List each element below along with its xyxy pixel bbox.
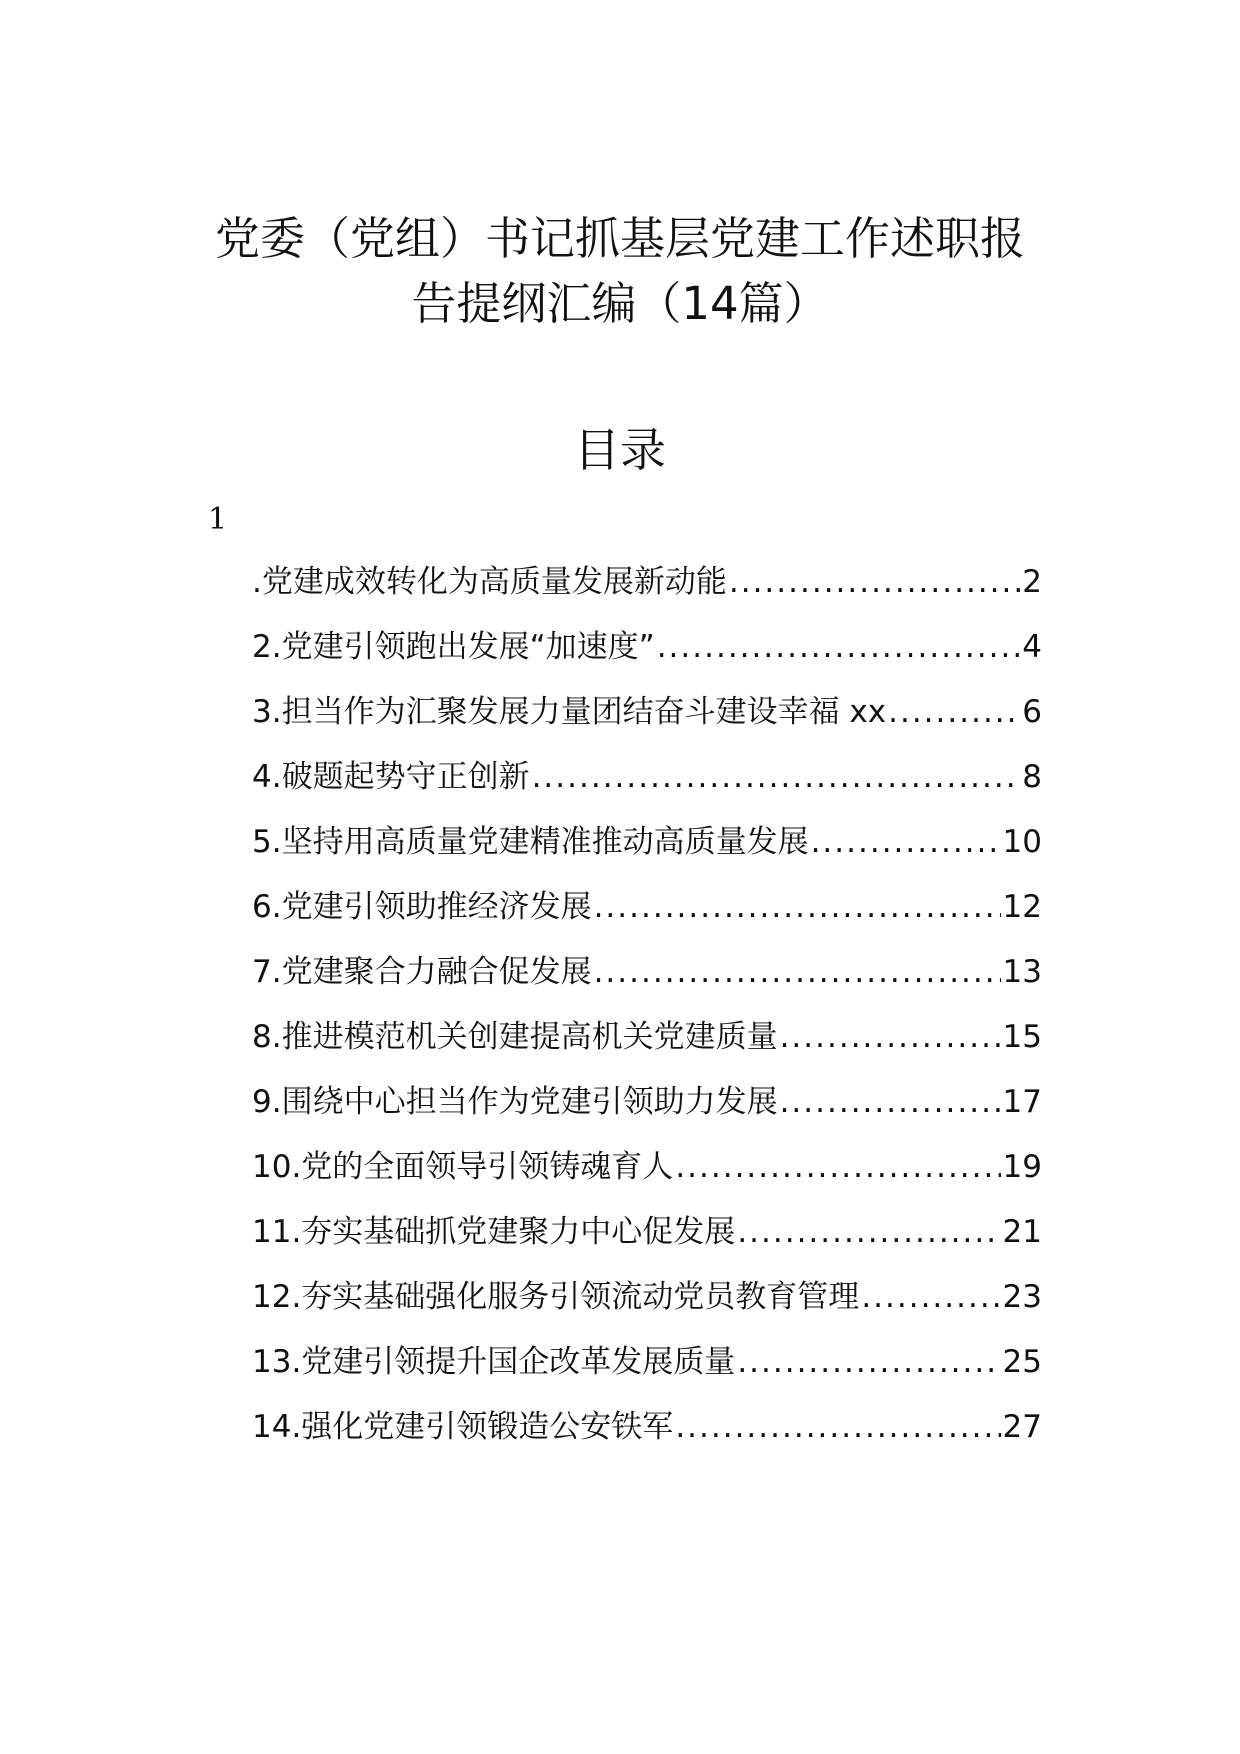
toc-entry-page: 2 [1022,564,1042,600]
toc-dot-leader [594,885,1001,929]
toc-entry-page: 21 [1002,1214,1042,1250]
toc-entry-title: 13.党建引领提升国企改革发展质量 [252,1344,736,1380]
table-of-contents [252,560,1042,1470]
toc-dot-leader [737,1340,1000,1384]
toc-entry[interactable] [252,1080,1042,1145]
toc-entry-title: 4.破题起势守正创新 [252,759,530,795]
toc-dot-leader [811,820,1001,864]
toc-entry-title: 12.夯实基础强化服务引领流动党员教育管理 [252,1279,860,1315]
toc-entry-page: 6 [1022,694,1042,730]
toc-entry-page: 8 [1022,759,1042,795]
toc-entry[interactable] [252,1340,1042,1405]
toc-dot-leader [594,950,1001,994]
toc-entry[interactable] [252,690,1042,755]
toc-entry[interactable] [252,625,1042,690]
toc-dot-leader [737,1210,1000,1254]
toc-entry-page: 13 [1002,954,1042,990]
toc-entry-title: 6.党建引领助推经济发展 [252,889,592,925]
toc-entry[interactable] [252,755,1042,820]
toc-entry[interactable] [252,1145,1042,1210]
toc-entry-title: 11.夯实基础抓党建聚力中心促发展 [252,1214,736,1250]
document-title-line-1: 党委（党组）书记抓基层党建工作述职报 [214,212,1025,265]
toc-entry-page: 23 [1002,1279,1042,1315]
toc-dot-leader [888,690,1020,734]
toc-dot-leader [532,755,1021,799]
toc-entry-title: 7.党建聚合力融合促发展 [252,954,592,990]
toc-dot-leader [657,625,1021,669]
toc-dot-leader [780,1080,1001,1124]
toc-entry-page: 27 [1002,1409,1042,1445]
toc-dot-leader [675,1405,1000,1449]
toc-entry[interactable] [252,950,1042,1015]
toc-entry[interactable] [252,1405,1042,1470]
toc-entry[interactable] [252,820,1042,885]
toc-entry-page: 25 [1002,1344,1042,1380]
toc-entry-title: 8.推进模范机关创建提高机关党建质量 [252,1019,778,1055]
toc-entry-title: 2.党建引领跑出发展“加速度” [252,629,655,665]
toc-entry-title: 10.党的全面领导引领铸魂育人 [252,1149,674,1185]
toc-entry-title: 14.强化党建引领锻造公安铁军 [252,1409,674,1445]
toc-entry-title: 9.围绕中心担当作为党建引领助力发展 [252,1084,778,1120]
toc-entry-title: 5.坚持用高质量党建精准推动高质量发展 [252,824,809,860]
toc-dot-leader [861,1275,1000,1319]
toc-entry[interactable] [252,1015,1042,1080]
toc-dot-leader [780,1015,1001,1059]
toc-entry[interactable] [252,885,1042,950]
toc-entry[interactable] [252,1210,1042,1275]
toc-dot-leader [729,560,1020,604]
toc-entry-page: 19 [1002,1149,1042,1185]
toc-entry[interactable] [252,560,1042,625]
stray-page-number: 1 [208,502,228,537]
toc-entry[interactable] [252,1275,1042,1340]
toc-entry-page: 10 [1002,824,1042,860]
toc-dot-leader [675,1145,1000,1189]
document-title-line-2: 告提纲汇编（14篇） [411,277,829,330]
toc-entry-page: 15 [1002,1019,1042,1055]
toc-entry-page: 12 [1002,889,1042,925]
toc-heading: 目录 [574,423,666,477]
toc-entry-page: 4 [1022,629,1042,665]
toc-entry-title: .党建成效转化为高质量发展新动能 [252,564,727,600]
toc-entry-page: 17 [1002,1084,1042,1120]
toc-entry-title: 3.担当作为汇聚发展力量团结奋斗建设幸福 xx [252,694,887,730]
